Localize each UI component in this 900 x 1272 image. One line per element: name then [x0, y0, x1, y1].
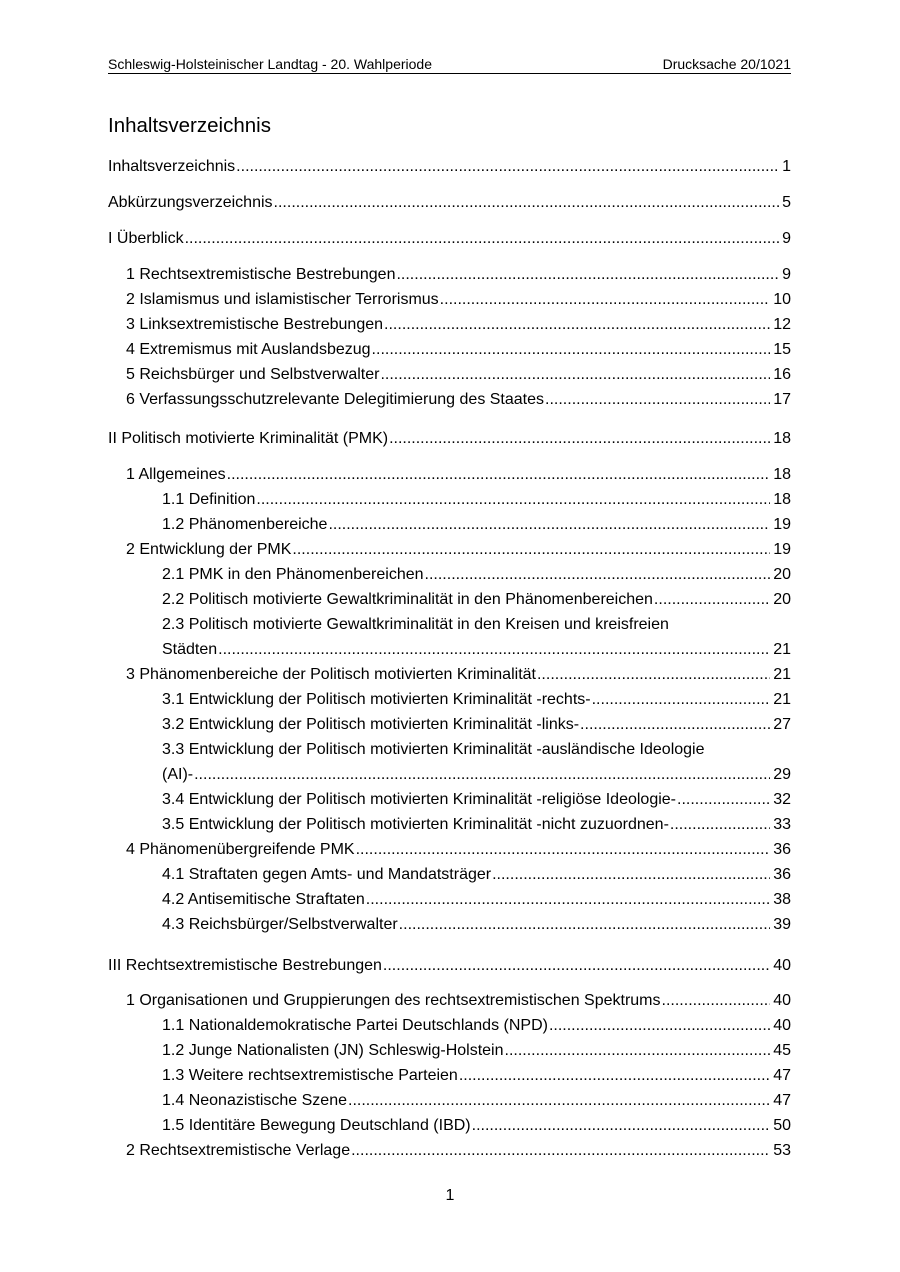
toc-entry[interactable]	[126, 462, 791, 487]
toc-entry-label-continued: (AI)-	[162, 766, 194, 783]
leader-dots	[505, 1038, 771, 1063]
toc-entry[interactable]	[162, 562, 791, 587]
toc-entry-label: 3 Linksextremistische Bestrebungen	[126, 316, 384, 333]
toc-entry-label: 2 Islamismus und islamistischer Terrorismus	[126, 291, 439, 308]
toc-entry[interactable]	[126, 312, 791, 337]
toc-entry-label: 3.4 Entwicklung der Politisch motivierten Kriminalität -religiöse Ideologie-	[162, 791, 677, 808]
toc-entry-label: 3.2 Entwicklung der Politisch motivierten Kriminalität -links-	[162, 716, 580, 733]
toc-entry[interactable]	[126, 1138, 791, 1163]
toc-entry-page: 36	[773, 841, 791, 858]
toc-entry-page: 47	[773, 1092, 791, 1109]
toc-entry-label: II Politisch motivierte Kriminalität (PMK)	[108, 430, 389, 447]
toc-entry-label: 4.3 Reichsbürger/Selbstverwalter	[162, 916, 398, 933]
toc-entry-page: 20	[773, 591, 791, 608]
toc-entry-label: I Überblick	[108, 230, 184, 247]
toc-entry[interactable]	[126, 287, 791, 312]
toc-entry-label: 5 Reichsbürger und Selbstverwalter	[126, 366, 380, 383]
header-parliament-title: Schleswig-Holsteinischer Landtag - 20. Wahlperiode	[108, 56, 432, 72]
toc-entry[interactable]	[162, 1113, 791, 1138]
leader-dots	[218, 637, 770, 662]
toc-entry-page: 10	[773, 291, 791, 308]
leader-dots	[425, 562, 771, 587]
toc-entry[interactable]	[108, 190, 791, 215]
leader-dots	[440, 287, 771, 312]
toc-entry-page: 1	[782, 158, 791, 175]
toc-entry-page: 21	[773, 641, 791, 658]
toc-entry-page: 19	[773, 516, 791, 533]
toc-entry-label: 1.5 Identitäre Bewegung Deutschland (IBD)	[162, 1117, 471, 1134]
toc-entry-page: 40	[773, 1017, 791, 1034]
toc-entry-page: 21	[773, 691, 791, 708]
toc-entry-page: 40	[773, 992, 791, 1009]
toc-entry-label-continued: Städten	[162, 641, 218, 658]
toc-entry[interactable]	[162, 587, 791, 612]
leader-dots	[396, 262, 779, 287]
toc-entry[interactable]	[108, 226, 791, 251]
toc-entry[interactable]	[162, 1038, 791, 1063]
toc-entry-page: 32	[773, 791, 791, 808]
leader-dots	[670, 812, 770, 837]
toc-entry[interactable]	[162, 1013, 791, 1038]
toc-entry-label: 2.3 Politisch motivierte Gewaltkriminalität in den Kreisen und kreisfreien	[162, 616, 669, 633]
toc-entry[interactable]	[162, 912, 791, 937]
toc-entry-label: 3.5 Entwicklung der Politisch motivierten Kriminalität -nicht zuzuordnen-	[162, 816, 669, 833]
toc-entry[interactable]	[162, 812, 791, 837]
leader-dots	[399, 912, 771, 937]
toc-entry-page: 53	[773, 1142, 791, 1159]
toc-entry[interactable]	[162, 1063, 791, 1088]
leader-dots	[372, 337, 771, 362]
toc-entry-page: 21	[773, 666, 791, 683]
toc-entry[interactable]	[162, 712, 791, 737]
leader-dots	[356, 837, 771, 862]
leader-dots	[389, 426, 770, 451]
toc-entry-page: 18	[773, 430, 791, 447]
leader-dots	[592, 687, 771, 712]
toc-entry[interactable]	[126, 537, 791, 562]
leader-dots	[545, 387, 770, 412]
toc-entry-label: Inhaltsverzeichnis	[108, 158, 236, 175]
toc-entry[interactable]	[108, 426, 791, 451]
header-document-number: Drucksache 20/1021	[662, 56, 791, 72]
leader-dots	[227, 462, 771, 487]
toc-entry-label: 2 Rechtsextremistische Verlage	[126, 1142, 351, 1159]
leader-dots	[292, 537, 770, 562]
toc-entry-page: 38	[773, 891, 791, 908]
toc-entry-page: 12	[773, 316, 791, 333]
toc-entry[interactable]	[162, 737, 791, 787]
leader-dots	[459, 1063, 770, 1088]
toc-entry-label: 4.2 Antisemitische Straftaten	[162, 891, 365, 908]
toc-entry-page: 29	[773, 766, 791, 783]
leader-dots	[654, 587, 770, 612]
toc-entry-label: 1.2 Phänomenbereiche	[162, 516, 328, 533]
toc-entry[interactable]	[126, 837, 791, 862]
toc-entry-page: 47	[773, 1067, 791, 1084]
toc-entry-label: 1 Rechtsextremistische Bestrebungen	[126, 266, 396, 283]
toc-entry[interactable]	[126, 262, 791, 287]
leader-dots	[380, 362, 770, 387]
toc-entry[interactable]	[108, 953, 791, 978]
leader-dots	[236, 154, 779, 179]
toc-entry[interactable]	[162, 687, 791, 712]
toc-entry-label: 1.1 Definition	[162, 491, 256, 508]
toc-entry-label: 1.4 Neonazistische Szene	[162, 1092, 347, 1109]
toc-entry-label: 4 Extremismus mit Auslandsbezug	[126, 341, 371, 358]
toc-entry[interactable]	[126, 362, 791, 387]
toc-entry-page: 5	[782, 194, 791, 211]
leader-dots	[549, 1013, 770, 1038]
leader-dots	[677, 787, 770, 812]
toc-entry[interactable]	[162, 887, 791, 912]
toc-entry[interactable]	[126, 662, 791, 687]
leader-dots	[492, 862, 770, 887]
leader-dots	[351, 1138, 770, 1163]
toc-entry-label: 1 Allgemeines	[126, 466, 226, 483]
toc-entry-page: 19	[773, 541, 791, 558]
leader-dots	[366, 887, 770, 912]
leader-dots	[580, 712, 770, 737]
toc-entry[interactable]	[162, 787, 791, 812]
toc-entry-page: 16	[773, 366, 791, 383]
toc-entry[interactable]	[162, 1088, 791, 1113]
leader-dots	[256, 487, 770, 512]
toc-entry-label: 4.1 Straftaten gegen Amts- und Mandatsträger	[162, 866, 492, 883]
leader-dots	[274, 190, 780, 215]
toc-entry-label: Abkürzungsverzeichnis	[108, 194, 273, 211]
toc-entry-page: 15	[773, 341, 791, 358]
toc-entry-label: 3.3 Entwicklung der Politisch motivierten Kriminalität -ausländische Ideologie	[162, 741, 705, 758]
toc-entry-page: 18	[773, 466, 791, 483]
toc-entry[interactable]	[162, 512, 791, 537]
leader-dots	[537, 662, 770, 687]
toc-entry-label: 1.1 Nationaldemokratische Partei Deutschlands (NPD)	[162, 1017, 548, 1034]
toc-entry-label: 3.1 Entwicklung der Politisch motivierten Kriminalität -rechts-	[162, 691, 591, 708]
page-number: 1	[445, 1187, 455, 1204]
leader-dots	[348, 1088, 770, 1113]
toc-entry-page: 18	[773, 491, 791, 508]
toc-entry[interactable]	[126, 337, 791, 362]
toc-entry[interactable]	[162, 862, 791, 887]
toc-entry[interactable]	[108, 154, 791, 179]
leader-dots	[384, 312, 770, 337]
toc-entry-page: 40	[773, 957, 791, 974]
toc-entry-label: 2.2 Politisch motivierte Gewaltkriminalität in den Phänomenbereichen	[162, 591, 653, 608]
toc-entry-page: 33	[773, 816, 791, 833]
leader-dots	[185, 226, 780, 251]
toc-entry-label: 2 Entwicklung der PMK	[126, 541, 292, 558]
toc-entry-page: 17	[773, 391, 791, 408]
toc-entry-page: 50	[773, 1117, 791, 1134]
toc-entry-label: 1.3 Weitere rechtsextremistische Parteien	[162, 1067, 458, 1084]
running-header	[108, 56, 791, 74]
toc-entry-page: 9	[782, 230, 791, 247]
toc-entry[interactable]	[162, 612, 791, 662]
toc-entry-label: 4 Phänomenübergreifende PMK	[126, 841, 355, 858]
toc-entry-page: 45	[773, 1042, 791, 1059]
toc-entry-page: 9	[782, 266, 791, 283]
toc-heading: Inhaltsverzeichnis	[108, 114, 271, 137]
toc-entry-label: 1 Organisationen und Gruppierungen des rechtsextremistischen Spektrums	[126, 992, 661, 1009]
leader-dots	[662, 988, 771, 1013]
leader-dots	[383, 953, 770, 978]
toc-entry[interactable]	[126, 387, 791, 412]
leader-dots	[194, 762, 770, 787]
toc-entry-label: 2.1 PMK in den Phänomenbereichen	[162, 566, 424, 583]
toc-entry-page: 20	[773, 566, 791, 583]
toc-entry-page: 27	[773, 716, 791, 733]
toc-entry-label: III Rechtsextremistische Bestrebungen	[108, 957, 382, 974]
toc-entry[interactable]	[162, 487, 791, 512]
leader-dots	[472, 1113, 771, 1138]
toc-entry[interactable]	[126, 988, 791, 1013]
leader-dots	[328, 512, 770, 537]
toc-entry-page: 39	[773, 916, 791, 933]
toc-entry-label: 6 Verfassungsschutzrelevante Delegitimierung des Staates	[126, 391, 545, 408]
toc-entry-label: 1.2 Junge Nationalisten (JN) Schleswig-Holstein	[162, 1042, 504, 1059]
toc-entry-label: 3 Phänomenbereiche der Politisch motivierten Kriminalität	[126, 666, 536, 683]
toc-entry-page: 36	[773, 866, 791, 883]
